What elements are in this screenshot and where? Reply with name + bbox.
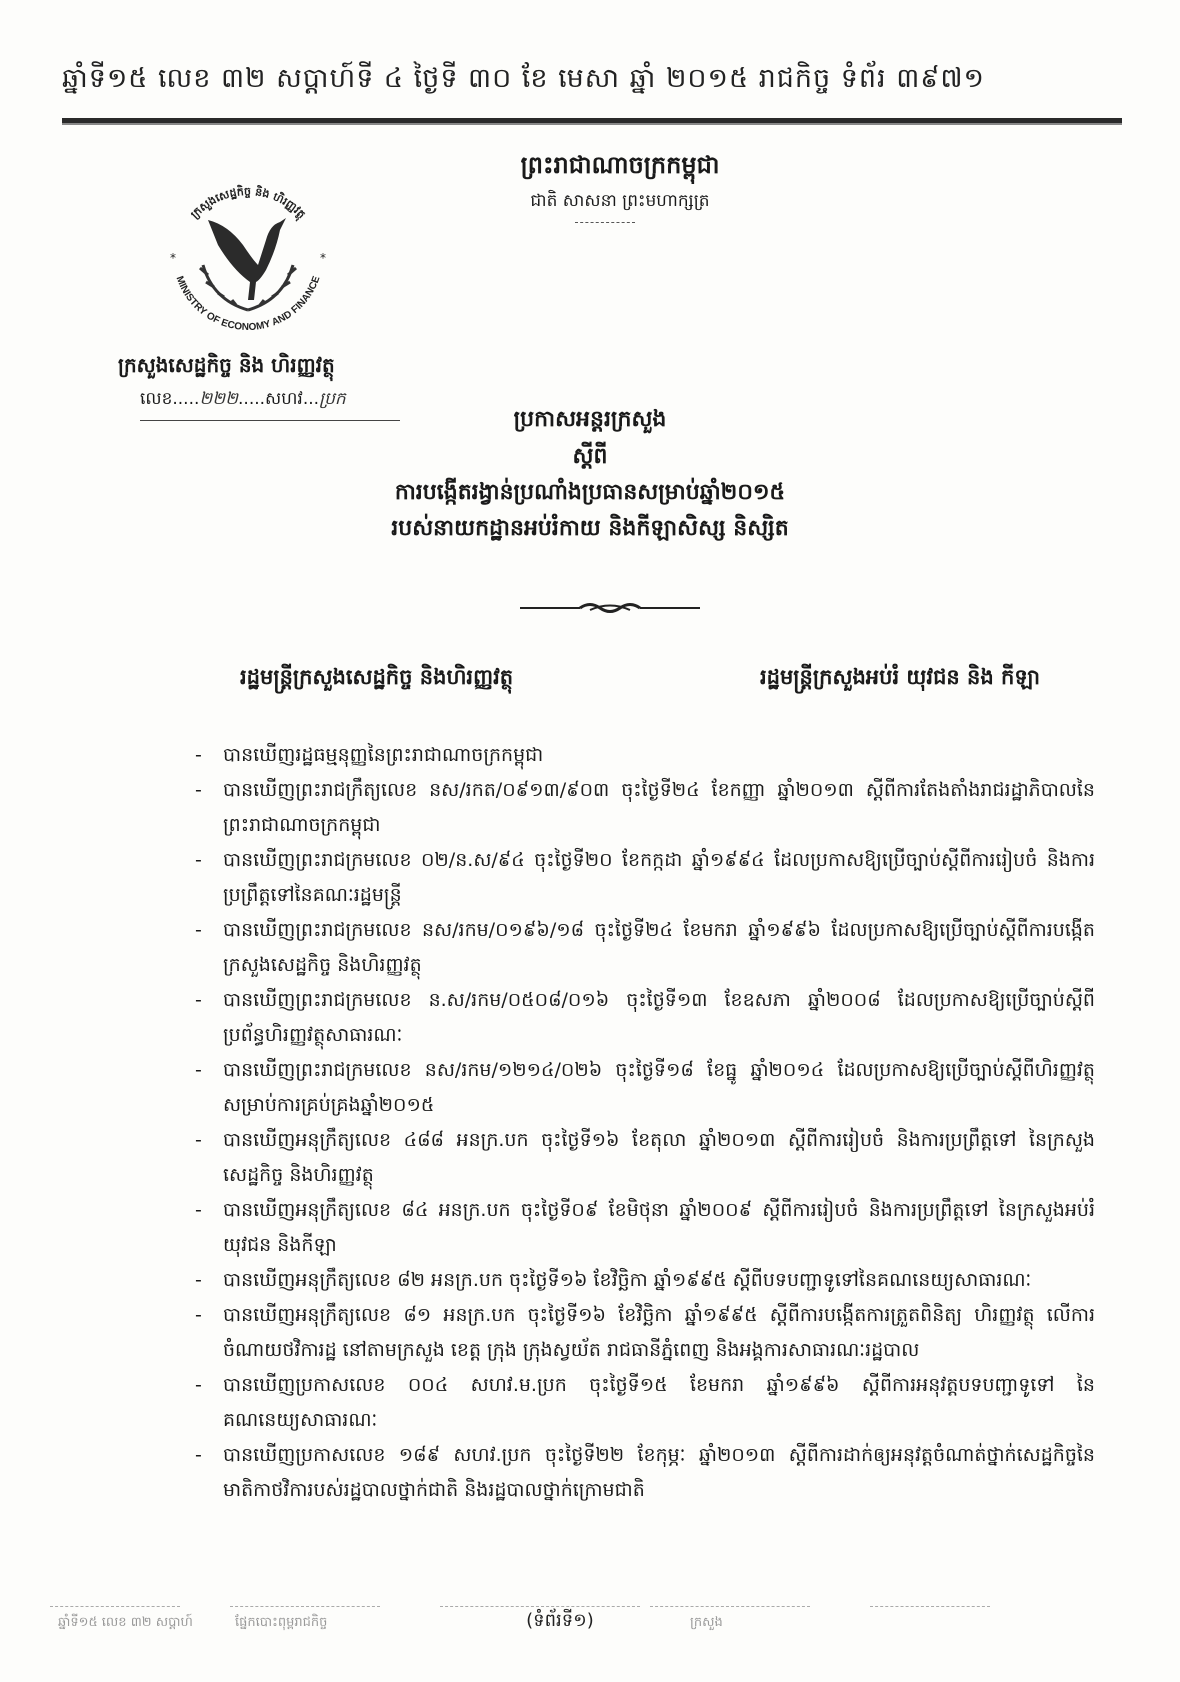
list-item: - បានឃើញព្រះរាជក្រមលេខ នស/រកម/១២១៤/០២៦ ចុះថ្ងៃទី១៨ ខែធ្នូ ឆ្នាំ២០១៤ ដែលប្រកាសឱ្យប្រើច្បាប់ស្តីពីហិរញ្ញវត្ថុសម្រាប់ការគ្រប់គ្រងឆ្នាំ២០១៥: [195, 1053, 1095, 1123]
list-item: - បានឃើញរដ្ឋធម្មនុញ្ញនៃព្រះរាជាណាចក្រកម្ពុជា: [195, 738, 1095, 773]
issuing-ministers-heading: [240, 664, 1040, 695]
ref-number-handwritten: ២២២: [199, 389, 239, 409]
list-item: - បានឃើញព្រះរាជក្រមលេខ នស/រកម/០១៩៦/១៨ ចុះថ្ងៃទី២៤ ខែមករា ឆ្នាំ១៩៩៦ ដែលប្រកាសឱ្យប្រើច្បាប់ស្តីពីការបង្កើតក្រសួងសេដ្ឋកិច្ច និងហិរញ្ញវត្ថុ: [195, 913, 1095, 983]
list-item: - បានឃើញប្រកាសលេខ ០០៤ សហវ.ម.ប្រក ចុះថ្ងៃទី១៥ ខែមករា ឆ្នាំ១៩៩៦ ស្តីពីការអនុវត្តបទបញ្ជាទូទៅ នៃគណនេយ្យសាធារណៈ: [195, 1368, 1095, 1438]
footer-bleed-text: ក្រសួង: [690, 1615, 723, 1630]
svg-text:MINISTRY OF ECONOMY AND FINANC: MINISTRY OF ECONOMY AND FINANCE: [173, 274, 323, 334]
footer-bleed-text: ផ្នែកបោះពុម្ពរាជកិច្ច: [235, 1615, 328, 1630]
ref-suffix-label: សហវ: [265, 389, 303, 409]
minister-education-youth-sport: រដ្ឋមន្ត្រីក្រសួងអប់រំ យុវជន និង កីឡា: [759, 665, 1040, 689]
section-ornament-icon: [520, 600, 700, 614]
motto-ornament: [575, 222, 635, 225]
page-number: (ទំព័រទី១): [526, 1610, 594, 1631]
footer-bleed-text: ឆ្នាំទី១៥ លេខ ៣២ សប្តាហ៍: [58, 1615, 193, 1630]
document-type-title: ប្រកាសអន្តរក្រសួង: [513, 407, 667, 432]
issuing-ministry-name: ក្រសួងសេដ្ឋកិច្ច និង ហិរញ្ញវត្ថុ: [118, 353, 335, 377]
list-item: - បានឃើញអនុក្រឹត្យលេខ ៨៤ អនក្រ.បក ចុះថ្ងៃទី០៩ ខែមិថុនា ឆ្នាំ២០០៩ ស្តីពីការរៀបចំ និងការប្រព្រឹត្តទៅ នៃក្រសួងអប់រំ យុវជន និងកីឡា: [195, 1193, 1095, 1263]
list-item: - បានឃើញព្រះរាជក្រមលេខ ០២/ន.ស/៩៤ ចុះថ្ងៃទី២០ ខែកក្កដា ឆ្នាំ១៩៩៤ ដែលប្រកាសឱ្យប្រើច្បាប់ស្តីពីការរៀបចំ និងការប្រព្រឹត្តទៅនៃគណៈរដ្ឋមន្ត្រី: [195, 843, 1095, 913]
list-item: - បានឃើញអនុក្រឹត្យលេខ ៤៨៨ អនក្រ.បក ចុះថ្ងៃទី១៦ ខែតុលា ឆ្នាំ២០១៣ ស្តីពីការរៀបចំ និងការប្រព្រឹត្តទៅ នៃក្រសួងសេដ្ឋកិច្ច និងហិរញ្ញវត្ថុ: [195, 1123, 1095, 1193]
svg-text:ក្រសួងសេដ្ឋកិច្ច និង ហិរញ្ញវត្: [188, 184, 308, 223]
national-motto: ជាតិ សាសនា ព្រះមហាក្សត្រ: [530, 191, 710, 211]
list-item: - បានឃើញអនុក្រឹត្យលេខ ៨២ អនក្រ.បក ចុះថ្ងៃទី១៦ ខែវិច្ឆិកា ឆ្នាំ១៩៩៥ ស្តីពីបទបញ្ជាទូទៅនៃគណនេយ្យសាធារណៈ: [195, 1263, 1095, 1298]
gazette-running-header: ឆ្នាំទី១៥ លេខ ៣២ សប្តាហ៍ទី ៤ ថ្ងៃទី ៣០ ខែ មេសា ឆ្នាំ ២០១៥ រាជកិច្ច ទំព័រ ៣៩៧១: [62, 63, 985, 94]
svg-text:*: *: [170, 251, 176, 265]
svg-text:*: *: [320, 251, 326, 265]
ref-label: លេខ: [140, 389, 173, 409]
kingdom-title: ព្រះរាជាណាចក្រកម្ពុជា: [520, 151, 720, 179]
subject-line-2: របស់នាយកដ្ឋានអប់រំកាយ និងកីឡាសិស្ស និស្សិត: [391, 516, 789, 541]
legal-references-list: [195, 738, 1095, 1508]
list-item: - បានឃើញអនុក្រឹត្យលេខ ៨១ អនក្រ.បក ចុះថ្ងៃទី១៦ ខែវិច្ឆិកា ឆ្នាំ១៩៩៥ ស្តីពីការបង្កើតការត្រួតពិនិត្យ ហិរញ្ញវត្ថុ លើការចំណាយថវិការដ្ឋ នៅតាមក្រសួង ខេត្ត ក្រុង ក្រុងស្វយ័ត រាជធានីភ្នំពេញ និងអង្គការសាធារណៈរដ្ឋបាល: [195, 1298, 1095, 1368]
list-item: - បានឃើញប្រកាសលេខ ១៨៩ សហវ.ប្រក ចុះថ្ងៃទី២២ ខែកុម្ភៈ ឆ្នាំ២០១៣ ស្តីពីការដាក់ឲ្យអនុវត្តចំណាត់ថ្នាក់សេដ្ឋកិច្ចនៃមាតិកាថវិការបស់រដ្ឋបាលថ្នាក់ជាតិ និងរដ្ឋបាលថ្នាក់ក្រោមជាតិ: [195, 1438, 1095, 1508]
header-rule: [62, 118, 1122, 123]
list-item: - បានឃើញព្រះរាជក្រឹត្យលេខ នស/រកត/០៩១៣/៩០៣ ចុះថ្ងៃទី២៤ ខែកញ្ញា ឆ្នាំ២០១៣ ស្តីពីការតែងតាំងរាជរដ្ឋាភិបាលនៃព្រះរាជាណាចក្រកម្ពុជា: [195, 773, 1095, 843]
footer-rule: [50, 1606, 180, 1608]
ref-suffix-handwritten: ប្រក: [319, 389, 346, 409]
subject-line-1: ការបង្កើតរង្វាន់ប្រណាំងប្រធានសម្រាប់ឆ្នាំ២០១៥: [394, 480, 786, 505]
ministry-seal-icon: [148, 170, 348, 340]
subject-label: ស្តីពី: [572, 444, 608, 469]
reference-number-line: លេខ.....២២២.....សហវ...ប្រក: [140, 389, 346, 409]
footer-rule: [650, 1606, 810, 1608]
minister-economy-finance: រដ្ឋមន្ត្រីក្រសួងសេដ្ឋកិច្ច និងហិរញ្ញវត្ថុ: [240, 665, 514, 689]
list-item: - បានឃើញព្រះរាជក្រមលេខ ន.ស/រកម/០៥០៨/០១៦ ចុះថ្ងៃទី១៣ ខែឧសភា ឆ្នាំ២០០៨ ដែលប្រកាសឱ្យប្រើច្បាប់ស្តីពីប្រព័ន្ធហិរញ្ញវត្ថុសាធារណៈ: [195, 983, 1095, 1053]
footer-rule: [870, 1606, 990, 1608]
seal-khmer-text: ក្រសួងសេដ្ឋកិច្ច និង ហិរញ្ញវត្ថុ: [188, 184, 309, 221]
footer-rule: [230, 1606, 380, 1608]
